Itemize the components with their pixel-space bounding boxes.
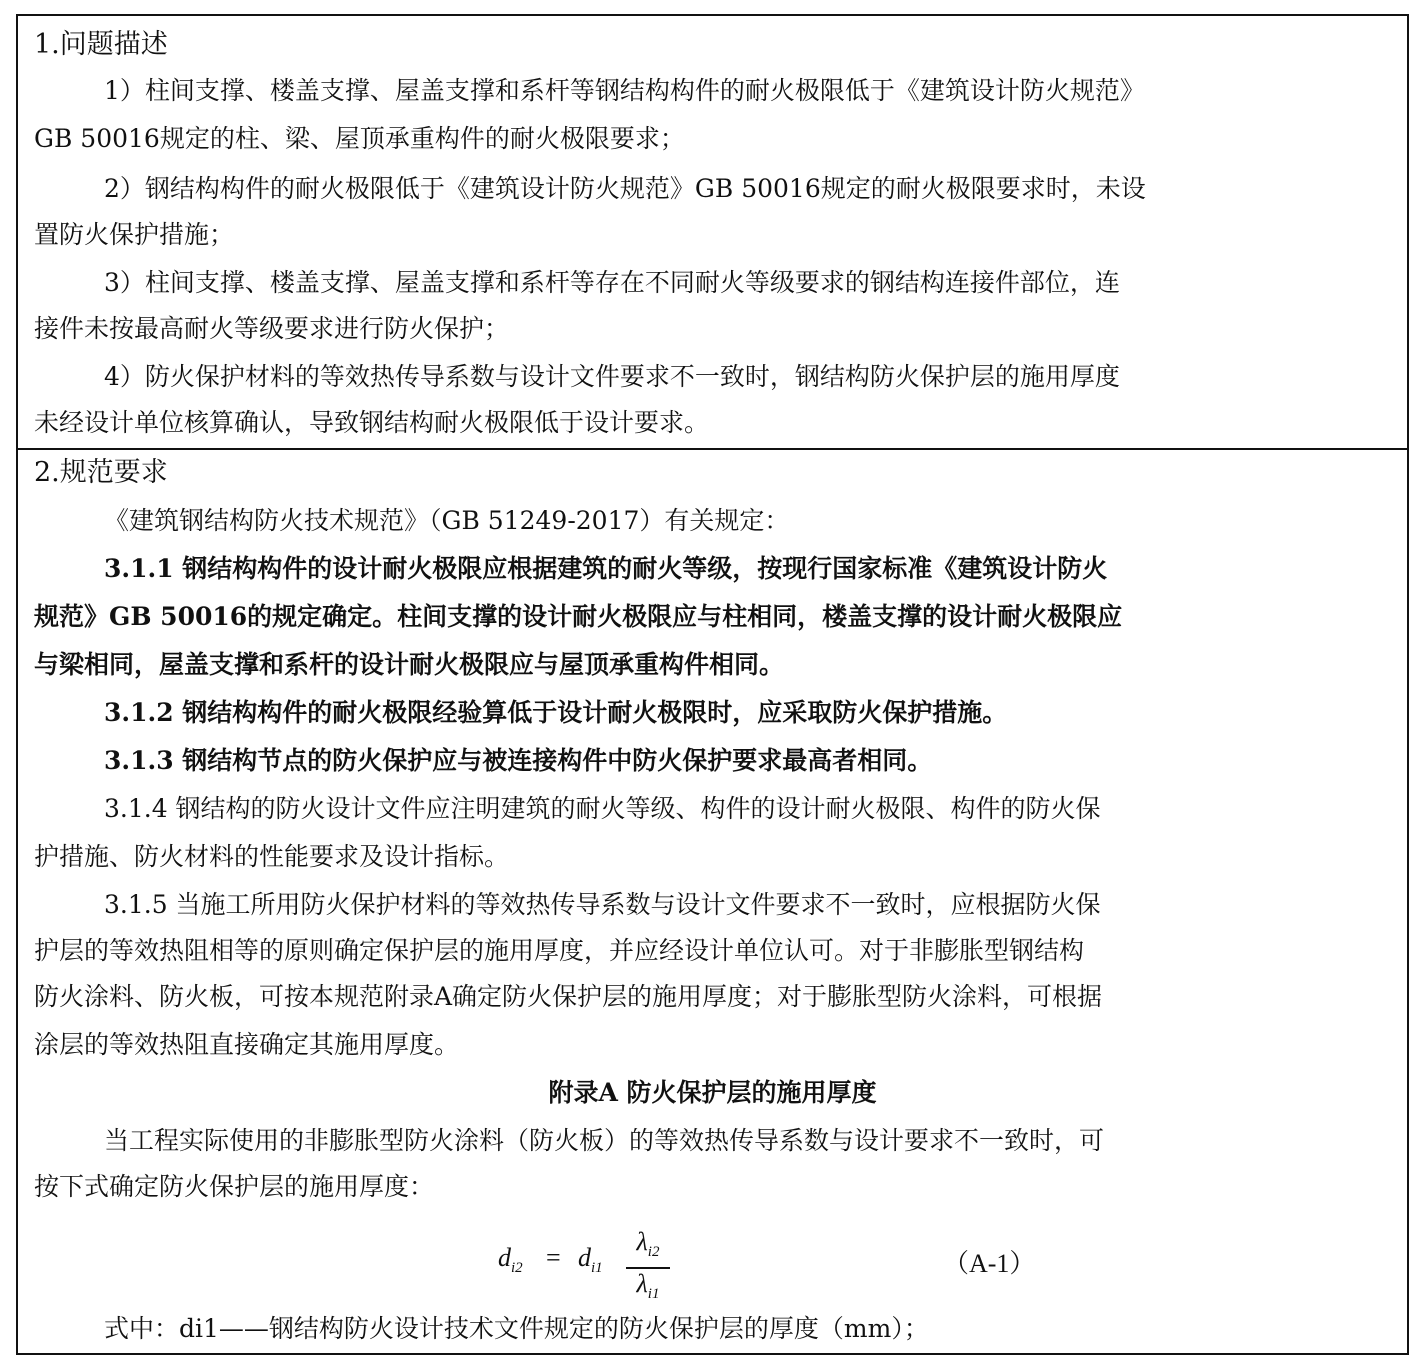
formula-tag: （A-1） xyxy=(943,1249,1036,1278)
s1-line-4: 置防火保护措施； xyxy=(34,220,235,249)
section2-heading: 2.规范要求 xyxy=(34,457,168,488)
s1-line-3: 2）钢结构构件的耐火极限低于《建筑设计防火规范》GB 50016规定的耐火极限要求时，未设 xyxy=(104,174,1146,203)
formula-a1 xyxy=(498,1221,1038,1301)
s1-line-7: 4）防火保护材料的等效热传导系数与设计文件要求不一致时，钢结构防火保护层的施用厚度 xyxy=(104,362,1120,391)
clause-3-1-5-line-2: 护层的等效热阻相等的原则确定保护层的施用厚度，并应经设计单位认可。对于非膨胀型钢结构 xyxy=(34,936,1085,965)
clause-3-1-3: 3.1.3 钢结构节点的防火保护应与被连接构件中防火保护要求最高者相同。 xyxy=(104,746,933,775)
clause-3-1-4-line-2: 护措施、防火材料的性能要求及设计指标。 xyxy=(34,842,510,871)
s1-line-8: 未经设计单位核算确认，导致钢结构耐火极限低于设计要求。 xyxy=(34,408,710,437)
formula-numerator: $\lambda_{i2}$ xyxy=(636,1227,660,1261)
formula-rhs: $d_{i1}$ xyxy=(578,1243,603,1277)
s1-line-5: 3）柱间支撑、楼盖支撑、屋盖支撑和系杆等存在不同耐火等级要求的钢结构连接件部位，连 xyxy=(104,268,1120,297)
clause-3-1-1-line-3: 与梁相同，屋盖支撑和系杆的设计耐火极限应与屋顶承重构件相同。 xyxy=(34,650,785,679)
appendix-line-2: 按下式确定防火保护层的施用厚度： xyxy=(34,1172,435,1201)
formula-fraction-bar xyxy=(626,1267,670,1269)
clause-3-1-5-line-3: 防火涂料、防火板，可按本规范附录A确定防火保护层的施用厚度；对于膨胀型防火涂料，可根据 xyxy=(34,982,1103,1011)
formula-denominator: $\lambda_{i1}$ xyxy=(636,1269,660,1303)
s2-intro: 《建筑钢结构防火技术规范》（GB 51249-2017）有关规定： xyxy=(104,506,790,535)
s1-line-2: GB 50016规定的柱、梁、屋顶承重构件的耐火极限要求； xyxy=(34,124,685,153)
s1-line-6: 接件未按最高耐火等级要求进行防火保护； xyxy=(34,314,510,343)
appendix-line-1: 当工程实际使用的非膨胀型防火涂料（防火板）的等效热传导系数与设计要求不一致时，可 xyxy=(104,1126,1105,1155)
clause-3-1-1-line-2: 规范》GB 50016的规定确定。柱间支撑的设计耐火极限应与柱相同，楼盖支撑的设计耐火极限应 xyxy=(34,602,1123,631)
clause-3-1-1-line-1: 3.1.1 钢结构构件的设计耐火极限应根据建筑的耐火等级，按现行国家标准《建筑设计防火 xyxy=(104,554,1108,583)
clause-3-1-5-line-1: 3.1.5 当施工所用防火保护材料的等效热传导系数与设计文件要求不一致时，应根据防火保 xyxy=(104,890,1101,919)
clause-3-1-5-line-4: 涂层的等效热阻直接确定其施用厚度。 xyxy=(34,1030,460,1059)
section1-heading: 1.问题描述 xyxy=(34,29,168,60)
formula-lhs: $d_{i2}$ xyxy=(498,1243,523,1277)
formula-fraction xyxy=(626,1229,670,1307)
clause-3-1-2: 3.1.2 钢结构构件的耐火极限经验算低于设计耐火极限时，应采取防火保护措施。 xyxy=(104,698,1008,727)
document-table xyxy=(16,14,1409,1355)
s1-line-1: 1）柱间支撑、楼盖支撑、屋盖支撑和系杆等钢结构构件的耐火极限低于《建筑设计防火规范》 xyxy=(104,76,1145,105)
formula-equals: = xyxy=(546,1243,561,1272)
appendix-title: 附录A 防火保护层的施用厚度 xyxy=(548,1078,877,1107)
section-divider xyxy=(18,448,1407,450)
formula-note: 式中：di1——钢结构防火设计技术文件规定的防火保护层的厚度（mm）； xyxy=(104,1314,929,1343)
clause-3-1-4-line-1: 3.1.4 钢结构的防火设计文件应注明建筑的耐火等级、构件的设计耐火极限、构件的防火保 xyxy=(104,794,1101,823)
